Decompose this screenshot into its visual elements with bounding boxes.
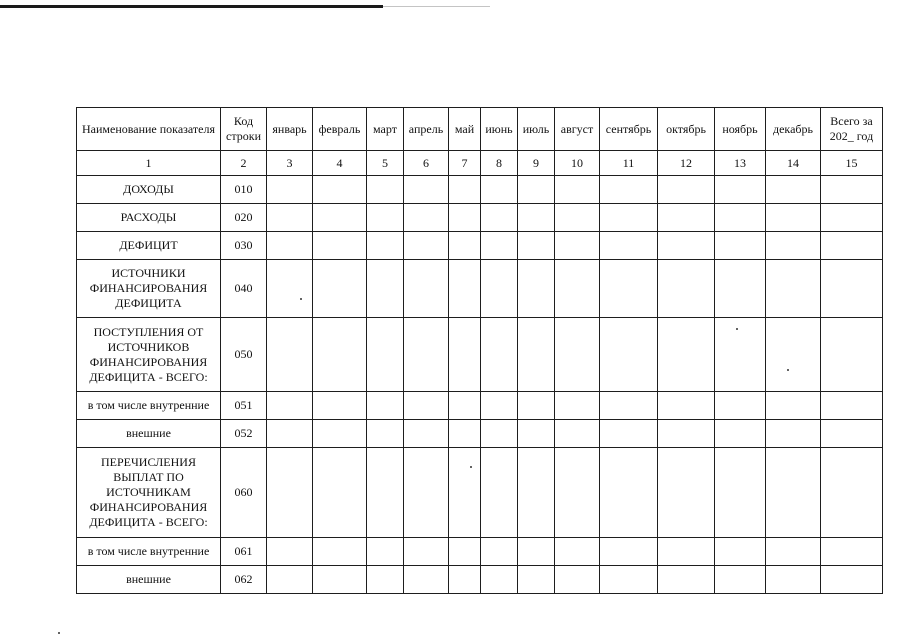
value-cell[interactable] [518,232,555,260]
value-cell[interactable] [267,176,313,204]
value-cell[interactable] [404,204,449,232]
column-number: 11 [600,151,658,176]
value-cell[interactable] [555,420,600,448]
value-cell[interactable] [267,232,313,260]
value-cell[interactable] [481,232,518,260]
report-table [76,107,883,594]
value-cell[interactable] [518,420,555,448]
value-cell[interactable] [715,260,766,318]
table-row [77,176,883,204]
value-cell[interactable] [367,566,404,594]
header-month: июль [518,108,555,151]
top-rule-faint [383,6,490,7]
value-cell[interactable] [715,392,766,420]
row-code: 060 [221,448,267,538]
column-number: 12 [658,151,715,176]
value-cell[interactable] [404,566,449,594]
value-cell[interactable] [449,176,481,204]
value-cell[interactable] [481,566,518,594]
value-cell[interactable] [518,204,555,232]
header-row [77,108,883,151]
header-month: декабрь [766,108,821,151]
value-cell[interactable] [481,538,518,566]
value-cell[interactable] [766,420,821,448]
value-cell[interactable] [600,420,658,448]
value-cell[interactable] [449,392,481,420]
value-cell[interactable] [518,176,555,204]
value-cell[interactable] [518,448,555,538]
value-cell[interactable] [267,566,313,594]
value-cell[interactable] [821,204,883,232]
value-cell[interactable] [821,260,883,318]
value-cell[interactable] [313,318,367,392]
value-cell[interactable] [821,420,883,448]
value-cell[interactable] [600,448,658,538]
table-row [77,260,883,318]
value-cell[interactable] [766,566,821,594]
value-cell[interactable] [555,176,600,204]
row-code: 010 [221,176,267,204]
value-cell[interactable] [313,176,367,204]
table-row [77,538,883,566]
header-month: октябрь [658,108,715,151]
column-number: 4 [313,151,367,176]
value-cell[interactable] [481,260,518,318]
table-row [77,448,883,538]
value-cell[interactable] [367,260,404,318]
value-cell[interactable] [367,538,404,566]
value-cell[interactable] [821,538,883,566]
value-cell[interactable] [766,448,821,538]
value-cell[interactable] [821,318,883,392]
value-cell[interactable] [715,420,766,448]
value-cell[interactable] [313,204,367,232]
table-row [77,204,883,232]
column-number: 13 [715,151,766,176]
value-cell[interactable] [555,566,600,594]
value-cell[interactable] [600,260,658,318]
value-cell[interactable] [367,448,404,538]
value-cell[interactable] [313,232,367,260]
value-cell[interactable] [449,566,481,594]
value-cell[interactable] [821,232,883,260]
value-cell[interactable] [715,204,766,232]
value-cell[interactable] [449,420,481,448]
value-cell[interactable] [555,318,600,392]
column-number: 15 [821,151,883,176]
value-cell[interactable] [555,538,600,566]
row-code: 052 [221,420,267,448]
row-code: 030 [221,232,267,260]
header-month: сентябрь [600,108,658,151]
column-number: 6 [404,151,449,176]
row-name: РАСХОДЫ [77,204,221,232]
value-cell[interactable] [766,318,821,392]
value-cell[interactable] [555,232,600,260]
column-number: 5 [367,151,404,176]
value-cell[interactable] [267,448,313,538]
value-cell[interactable] [555,392,600,420]
header-month: январь [267,108,313,151]
value-cell[interactable] [449,204,481,232]
value-cell[interactable] [481,448,518,538]
value-cell[interactable] [766,260,821,318]
value-cell[interactable] [658,232,715,260]
row-code: 051 [221,392,267,420]
row-code: 050 [221,318,267,392]
row-code: 040 [221,260,267,318]
value-cell[interactable] [821,566,883,594]
value-cell[interactable] [658,566,715,594]
value-cell[interactable] [313,538,367,566]
value-cell[interactable] [658,176,715,204]
value-cell[interactable] [658,260,715,318]
value-cell[interactable] [766,232,821,260]
header-month: август [555,108,600,151]
column-number: 10 [555,151,600,176]
value-cell[interactable] [600,318,658,392]
value-cell[interactable] [658,538,715,566]
value-cell[interactable] [267,204,313,232]
row-name: ПОСТУПЛЕНИЯ ОТ ИСТОЧНИКОВ ФИНАНСИРОВАНИЯ ДЕФИЦИТА - ВСЕГО: [77,318,221,392]
value-cell[interactable] [715,448,766,538]
value-cell[interactable] [267,538,313,566]
table-row [77,420,883,448]
column-number: 8 [481,151,518,176]
value-cell[interactable] [715,538,766,566]
header-month: февраль [313,108,367,151]
header-month: март [367,108,404,151]
value-cell[interactable] [821,392,883,420]
value-cell[interactable] [766,538,821,566]
value-cell[interactable] [481,204,518,232]
value-cell[interactable] [481,176,518,204]
value-cell[interactable] [600,204,658,232]
value-cell[interactable] [600,392,658,420]
value-cell[interactable] [449,448,481,538]
value-cell[interactable] [600,566,658,594]
value-cell[interactable] [555,260,600,318]
value-cell[interactable] [766,176,821,204]
header-month: июнь [481,108,518,151]
value-cell[interactable] [313,260,367,318]
value-cell[interactable] [715,566,766,594]
scan-speck [58,632,60,634]
header-month: апрель [404,108,449,151]
value-cell[interactable] [518,538,555,566]
row-name: в том числе внутренние [77,538,221,566]
value-cell[interactable] [766,392,821,420]
value-cell[interactable] [404,260,449,318]
column-number: 14 [766,151,821,176]
value-cell[interactable] [658,392,715,420]
value-cell[interactable] [555,204,600,232]
value-cell[interactable] [766,204,821,232]
table-row [77,232,883,260]
value-cell[interactable] [658,448,715,538]
value-cell[interactable] [404,448,449,538]
value-cell[interactable] [267,420,313,448]
value-cell[interactable] [367,204,404,232]
column-number-row [77,151,883,176]
value-cell[interactable] [658,204,715,232]
value-cell[interactable] [600,538,658,566]
value-cell[interactable] [715,232,766,260]
row-name: в том числе внутренние [77,392,221,420]
value-cell[interactable] [449,232,481,260]
value-cell[interactable] [404,538,449,566]
row-code: 062 [221,566,267,594]
value-cell[interactable] [367,232,404,260]
table-row [77,318,883,392]
header-month: май [449,108,481,151]
value-cell[interactable] [518,566,555,594]
value-cell[interactable] [267,260,313,318]
value-cell[interactable] [821,448,883,538]
column-number: 3 [267,151,313,176]
value-cell[interactable] [449,538,481,566]
row-name: ИСТОЧНИКИ ФИНАНСИРОВАНИЯ ДЕФИЦИТА [77,260,221,318]
value-cell[interactable] [481,420,518,448]
value-cell[interactable] [518,318,555,392]
value-cell[interactable] [715,176,766,204]
value-cell[interactable] [404,232,449,260]
table-row [77,566,883,594]
value-cell[interactable] [600,232,658,260]
value-cell[interactable] [600,176,658,204]
row-name: ДЕФИЦИТ [77,232,221,260]
row-code: 061 [221,538,267,566]
value-cell[interactable] [313,448,367,538]
value-cell[interactable] [267,318,313,392]
row-code: 020 [221,204,267,232]
value-cell[interactable] [518,260,555,318]
row-name: ДОХОДЫ [77,176,221,204]
column-number: 9 [518,151,555,176]
value-cell[interactable] [404,392,449,420]
value-cell[interactable] [658,420,715,448]
value-cell[interactable] [658,318,715,392]
value-cell[interactable] [367,176,404,204]
value-cell[interactable] [449,260,481,318]
value-cell[interactable] [367,420,404,448]
value-cell[interactable] [481,318,518,392]
value-cell[interactable] [404,176,449,204]
value-cell[interactable] [481,392,518,420]
table-row [77,392,883,420]
value-cell[interactable] [267,392,313,420]
column-number: 7 [449,151,481,176]
header-code: Код строки [221,108,267,151]
header-month: ноябрь [715,108,766,151]
value-cell[interactable] [313,420,367,448]
value-cell[interactable] [313,566,367,594]
row-name: внешние [77,566,221,594]
header-total: Всего за 202_ год [821,108,883,151]
value-cell[interactable] [367,318,404,392]
header-name: Наименование показателя [77,108,221,151]
value-cell[interactable] [821,176,883,204]
value-cell[interactable] [404,420,449,448]
value-cell[interactable] [449,318,481,392]
top-rule [0,5,383,8]
value-cell[interactable] [715,318,766,392]
value-cell[interactable] [555,448,600,538]
value-cell[interactable] [404,318,449,392]
value-cell[interactable] [518,392,555,420]
row-name: внешние [77,420,221,448]
column-number: 2 [221,151,267,176]
row-name: ПЕРЕЧИСЛЕНИЯ ВЫПЛАТ ПО ИСТОЧНИКАМ ФИНАНСИРОВАНИЯ ДЕФИЦИТА - ВСЕГО: [77,448,221,538]
value-cell[interactable] [313,392,367,420]
value-cell[interactable] [367,392,404,420]
column-number: 1 [77,151,221,176]
